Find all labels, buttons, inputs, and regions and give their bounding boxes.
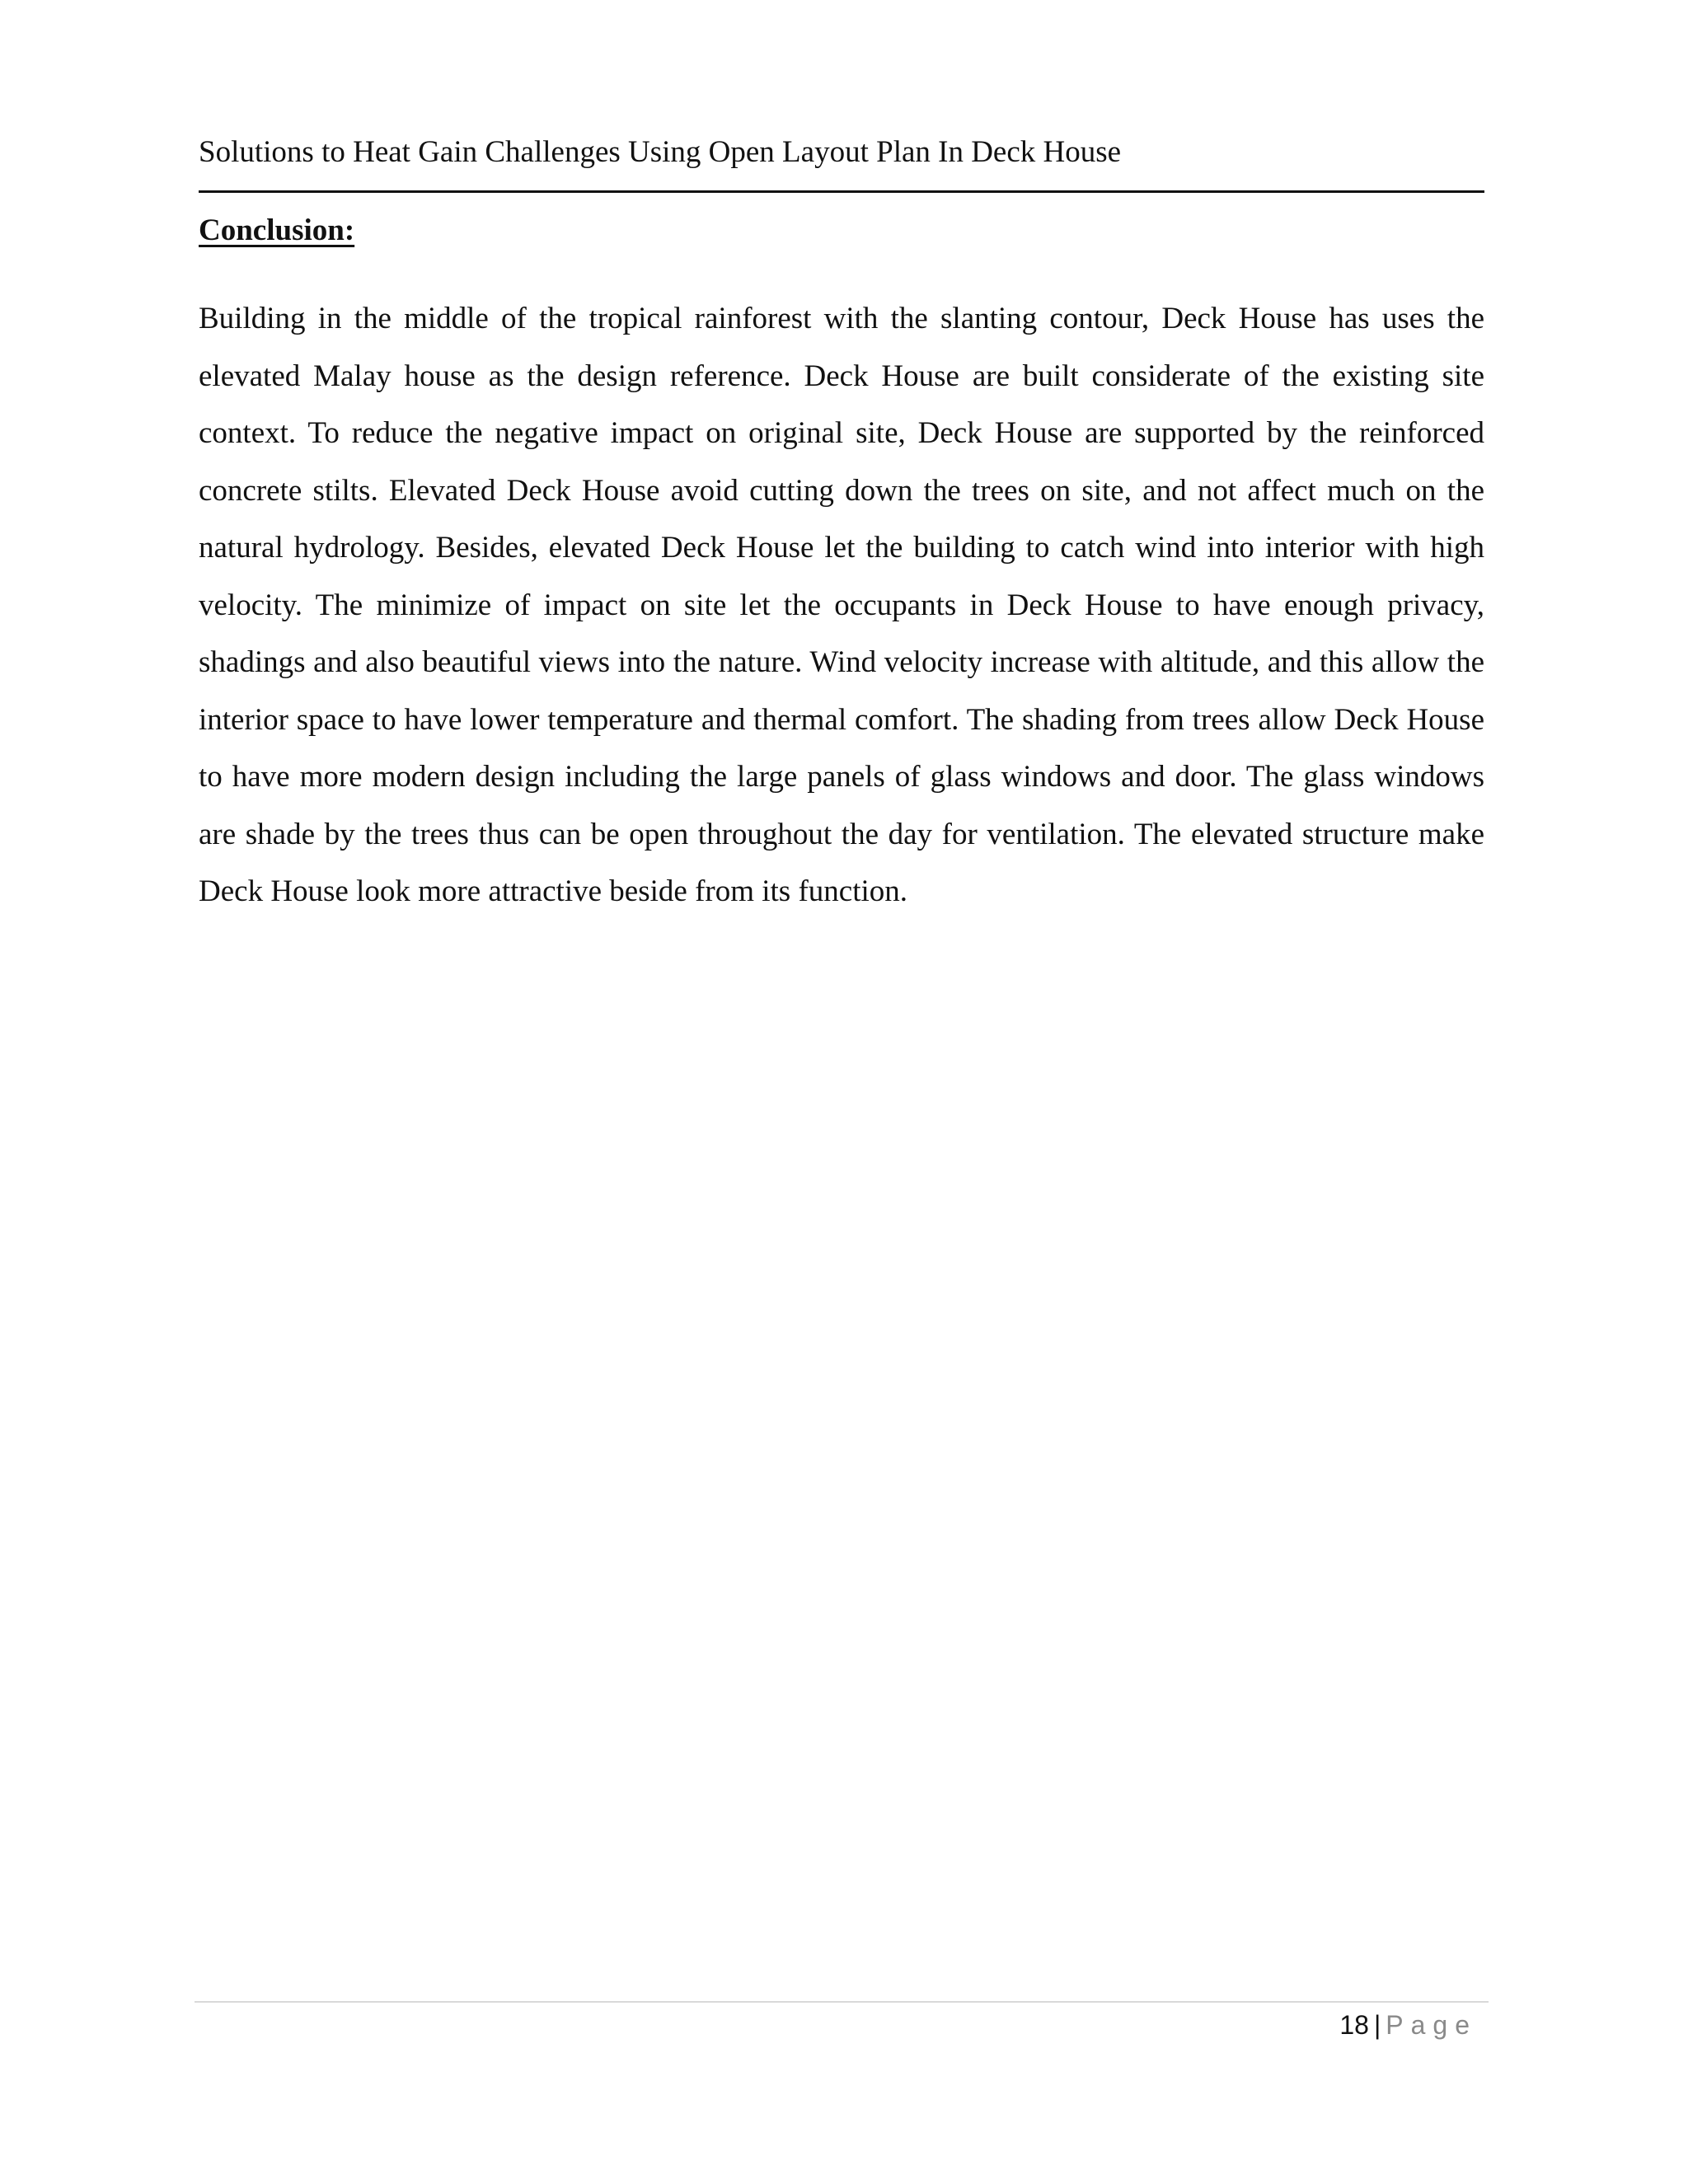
page-footer bbox=[1339, 2005, 1477, 2045]
header-divider bbox=[199, 190, 1484, 193]
conclusion-paragraph: Building in the middle of the tropical rainforest with the slanting contour, Deck House has uses the elevated Malay house as the design reference. Deck House are built considerate of the existing site context. To reduce the negative impact on original site, Deck House are supported by the reinforced concrete stilts. Elevated Deck House avoid cutting down the trees on site, and not affect much on the natural hydrology. Besides, elevated Deck House let the building to catch wind into interior with high velocity. The minimize of impact on site let the occupants in Deck House to have enough privacy, shadings and also beautiful views into the nature. Wind velocity increase with altitude, and this allow the interior space to have lower temperature and thermal comfort. The shading from trees allow Deck House to have more modern design including the large panels of glass windows and door. The glass windows are shade by the trees thus can be open throughout the day for ventilation. The elevated structure make Deck House look more attractive beside from its function. bbox=[199, 302, 1484, 908]
section-heading: Conclusion: bbox=[199, 213, 355, 247]
page-label: Page bbox=[1386, 2010, 1477, 2040]
footer-divider bbox=[195, 2001, 1489, 2003]
running-header: Solutions to Heat Gain Challenges Using Open Layout Plan In Deck House bbox=[199, 135, 1122, 169]
footer-separator: | bbox=[1373, 2010, 1381, 2040]
page-number: 18 bbox=[1339, 2010, 1369, 2040]
